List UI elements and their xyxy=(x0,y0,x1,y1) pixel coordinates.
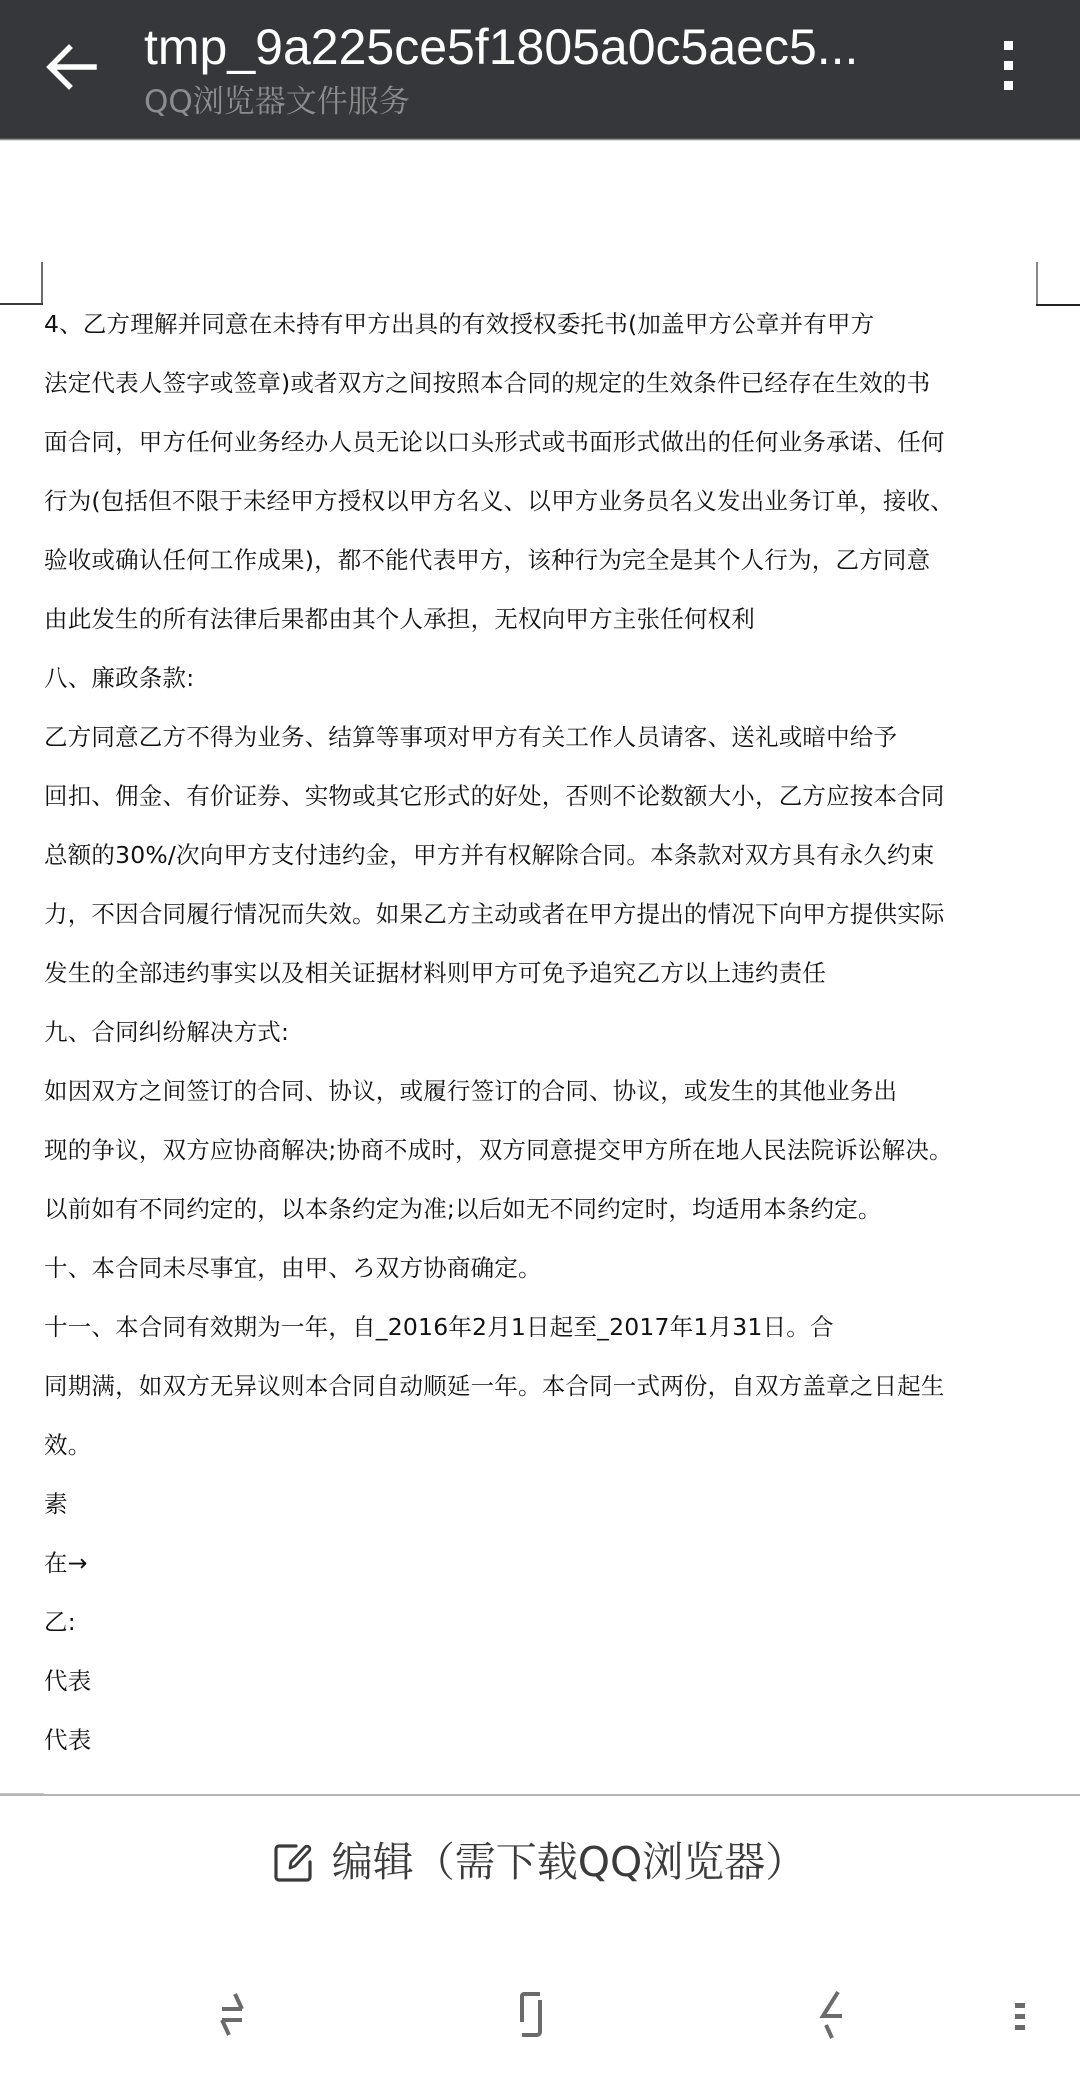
signature-line: 代表 xyxy=(44,1667,92,1695)
document-line: 总额的30%/次向甲方支付违约金，甲方并有权解除合同。本条款对双方具有永久约束 xyxy=(44,841,935,869)
arrow-left-icon xyxy=(36,36,106,98)
app-bar xyxy=(0,0,1080,138)
more-options-button[interactable] xyxy=(986,30,1030,102)
document-line: 法定代表人签字或签章)或者双方之间按照本合同的规定的生效条件已经存在生效的书 xyxy=(44,369,931,397)
document-line: 行为(包括但不限于未经甲方授权以甲方名义、以甲方业务员名义发出业务订单，接收、 xyxy=(44,487,954,515)
section-heading: 十一、本合同有效期为一年，自_2016年2月1日起至_2017年1月31日。合 xyxy=(44,1313,834,1341)
document-line: 回扣、佣金、有价证券、实物或其它形式的好处，否则不论数额大小，乙方应按本合同 xyxy=(44,782,945,810)
signature-line: 代表 xyxy=(44,1726,92,1754)
document-line: 发生的全部违约事实以及相关证据材料则甲方可免予追究乙方以上违约责任 xyxy=(44,959,827,987)
document-line: 验收或确认任何工作成果)，都不能代表甲方，该种行为完全是其个人行为，乙方同意 xyxy=(44,546,931,574)
page-corner-mark-right xyxy=(1036,304,1080,306)
signature-line: 在→ xyxy=(44,1549,88,1577)
edit-button-label: 编辑（需下载QQ浏览器） xyxy=(331,1838,807,1886)
system-nav-bar xyxy=(0,1946,1080,2082)
page-corner-mark-right xyxy=(1036,262,1038,304)
menu-dots-icon xyxy=(990,1976,1070,2056)
document-line: 4、乙方理解并同意在未持有甲方出具的有效授权委托书(加盖甲方公章并有甲方 xyxy=(44,310,875,338)
page-corner-mark-left xyxy=(41,262,43,304)
signature-line: 素 xyxy=(44,1490,68,1518)
edit-icon xyxy=(274,1842,314,1882)
document-line: 如因双方之间签订的合同、协议，或履行签订的合同、协议，或发生的其他业务出 xyxy=(44,1077,898,1105)
document-line: 乙方同意乙方不得为业务、结算等事项对甲方有关工作人员请客、送礼或暗中给予 xyxy=(44,723,898,751)
document-line: 以前如有不同约定的，以本条约定为准;以后如无不同约定时，均适用本条约定。 xyxy=(44,1195,882,1223)
document-line: 效。 xyxy=(44,1431,92,1459)
document-line: 由此发生的所有法律后果都由其个人承担，无权向甲方主张任何权利 xyxy=(44,605,755,633)
nav-back-button[interactable] xyxy=(800,1976,880,2056)
edit-button[interactable] xyxy=(0,1796,1080,1946)
page-corner-mark-left xyxy=(0,303,43,305)
document-viewer[interactable] xyxy=(0,141,1080,1794)
home-icon xyxy=(500,1976,580,2056)
document-line: 力，不因合同履行情况而失效。如果乙方主动或者在甲方提出的情况下向甲方提供实际 xyxy=(44,900,945,928)
back-icon xyxy=(800,1976,880,2056)
document-line: 同期满，如双方无异议则本合同自动顺延一年。本合同一式两份，自双方盖章之日起生 xyxy=(44,1372,945,1400)
nav-home-button[interactable] xyxy=(500,1976,580,2056)
document-line: 现的争议，双方应协商解决;协商不成时，双方同意提交甲方所在地人民法院诉讼解决。 xyxy=(44,1136,953,1164)
swap-icon xyxy=(200,1976,280,2056)
back-button[interactable] xyxy=(36,36,106,98)
file-title: tmp_9a225ce5f1805a0c5aec5... xyxy=(144,19,859,75)
section-heading: 八、廉政条款: xyxy=(44,664,195,692)
document-line: 面合同，甲方任何业务经办人员无论以口头形式或书面形式做出的任何业务承诺、任何 xyxy=(44,428,945,456)
file-source-subtitle: QQ浏览器文件服务 xyxy=(144,84,410,120)
section-heading: 十、本合同未尽事宜，由甲、ろ双方协商确定。 xyxy=(44,1254,542,1282)
section-heading: 九、合同纠纷解决方式: xyxy=(44,1018,290,1046)
signature-line: 乙: xyxy=(44,1608,76,1636)
nav-menu-button[interactable] xyxy=(990,1976,1070,2056)
nav-recents-button[interactable] xyxy=(200,1976,280,2056)
